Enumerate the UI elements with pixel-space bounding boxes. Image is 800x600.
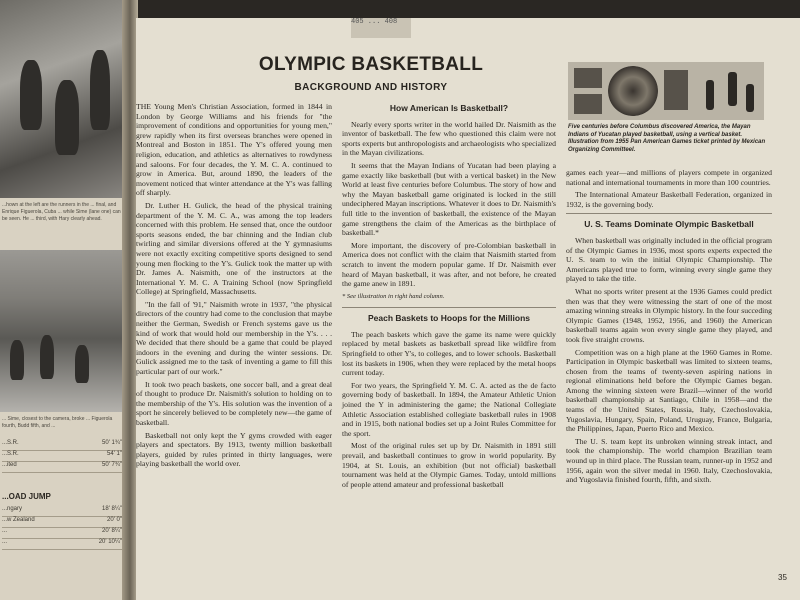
results-table [2,440,122,473]
footnote: * See illustration in right hand column. [342,292,445,300]
table-row: ...ited 50' 7¾" [2,462,122,473]
paragraph: Competition was on a high plane at the 1960 Games in Rome. Participation in Olympic basketball was limited to sixteen teams, chosen from the teams of twenty-seven aspiring nations in regional eliminations held before the Olympic Games began. Among the winning sixteen were Brazil—winner of the world basketball championship at Santiago, Chile in 1958—and the teams of the United States, Russia, Italy, Czechoslovakia, Yugoslavia, Hungary, Spain, Poland, Uruguay, France, Bulgaria, the Philippines, Japan, Puerto Rico and Mexico. [566,347,772,434]
paragraph: "In the fall of '91," Naismith wrote in 1937, "the physical directors of the country had come to the conclusion that maybe neither the German, Swedish or French systems gave us the kind of work that would hold our membership in the Y's. . . . We decided that there should be a game that could be played indoors in the evening and during the winter sessions. Dr. Gulick assigned me to the task of inventing a game to fill this particular part of our work." [136,299,332,377]
ball-player-figure [746,84,754,112]
right-page [136,18,800,600]
race-photo-bottom [0,250,128,412]
glyph-block [574,94,602,114]
section-heading: How American Is Basketball? [389,103,509,113]
table-row: ... 20' 10¼" [2,539,122,550]
paragraph: Dr. Luther H. Gulick, the head of the physical training department of the Y. M. C. A., was among the top leaders concerned with this problem. He sensed that, once the outdoor sports seasons ended, the bar chinning and the Indian club twirling and similar diversions offered at the Y gymnasiums were not exactly exciting competitive sports designed to send young men flocking to the Y's. Gulick took the matter up with Dr. James A. Naismith, one of the instructors at the International Y. M. C. A Training School (now Springfield College) at Springfield, Massachusetts. [136,200,332,297]
paragraph: When basketball was originally included in the official program of the Olympic Games in 1936, most sports experts expected the U. S. team to win the initial Olympic Championship. The Americans played true to form, winning every single game they played to take the title. [566,235,772,284]
ball-player-figure [706,80,714,110]
jump-table [2,506,122,550]
paragraph: More important, the discovery of pre-Colombian basketball in America does not conflict with the claim that Naismith started from scratch to invent the modern popular game. If Dr. Naismith ever heard of Mayan basketball, it was after, and not before, he created the game anew in 1891. [342,240,556,289]
jump-title: ...OAD JUMP [2,492,51,501]
runner-figure [10,340,24,380]
paragraph: The International Amateur Basketball Federation, organized in 1932, is the governing body. [566,190,772,209]
left-page [0,0,128,600]
illustration-caption: Five centuries before Columbus discovered America, the Mayan Indians of Yucatan played basketball, using a vertical basket. Illustration from 1955 Pan American Games ticket printed by Mexican Organizing Committeel. [568,124,766,153]
paragraph: THE Young Men's Christian Association, formed in 1844 in London by George Williams and his friends for "the improvement of conditions and opportunities for young men," grew rapidly when its first overseas branches were opened in Montreal and Boston in 1851. The Y's offered young men religion, education, and athletics as alternatives to rowdyness and saloons. For four decades, the Y. M. C. A. continued to grow in America. But, around 1890, the leaders of the movement noticed that winter attendance at the Y's was falling off sharply. [136,102,332,198]
divider [342,307,556,308]
left-caption-bottom: ... Sime, closest to the camera, broke ... Figuerola fourth, Budd fifth, and ... [2,416,113,429]
table-row: ...S.R. 50' 1¾" [2,440,122,451]
page-title: OLYMPIC BASKETBALL [258,54,484,75]
race-photo-top [0,0,128,198]
paragraph: It took two peach baskets, one soccer ball, and a great deal of thought to produce Dr. Naismith's solution to holding on to the membership of the Y's. His solution was the invention of a sport he sincerely believed to be completely new—the game of basketball. [136,379,332,427]
table-row: ...w Zealand 20' 0" [2,517,122,528]
left-caption-top: ...hown at the left are the runners in the ... final, and Enrique Figuerola, Cuba ... while Sime (lane one) can be seen. He ... third, with Hary clearly ahead. [2,202,121,222]
page-subtitle: BACKGROUND AND HISTORY [294,82,448,93]
mayan-illustration [568,62,764,120]
runner-figure [75,345,89,383]
runner-figure [55,80,79,155]
paragraph: For two years, the Springfield Y. M. C. A. acted as the de facto governing body of basketball. In 1894, the Amateur Athletic Union joined the Y in administering the game; the National Collegiate Athletic Association established collegiate basketball rules in 1908 and in 1915, both national bodies set up a Joint Rules Committee for the sport. [342,380,556,438]
glyph-block [574,68,602,88]
table-row: ...ngary 18' 8¼" [2,506,122,517]
paragraph: It seems that the Mayan Indians of Yucatan had been playing a game exactly like basketball (but with a vertical basket) in the New World at least five centuries before Columbus. The story of how and why the Mayan basketball game originated is locked in the still undeciphered Mayan inscriptions. Whatever it does to Dr. Naismith's full title to the invention of basketball, the existence of the Mayan game strengthens the claim of the Americas as the birthplace of basketball.* [342,160,556,238]
top-paper-strip: 405 ... 408 [351,18,411,38]
paragraph: What no sports writer present at the 1936 Games could predict then was that they were witnessing the start of one of the most amazing winning streaks in Olympic history. In the four succeding Olympic Games (1948, 1952, 1956, and 1960) the American basketball teams again won every single game they played, and took five straight crowns. [566,286,772,344]
glyph-block [664,70,688,110]
paragraph: The peach baskets which gave the game its name were quickly replaced by metal baskets as basketball spread like wildfire from Springfield to other Y's, to colleges, and to lower schools. Basketball lost its baskets in 1906, when they were replaced by the metal hoops current today. [342,329,556,378]
page-number: 35 [778,573,787,582]
paragraph: Most of the original rules set up by Dr. Naismith in 1891 still prevail, and basketball continues to grow in world popularity. By 1904, at St. Louis, an exhibition (but not official) basketball tournament was held at the Olympic Games. Today, untold millions of people attend amateur and professional basketball [342,441,556,489]
column-1 [136,102,332,472]
column-3 [566,168,772,488]
paragraph: games each year—and millions of players compete in organized national and international tournaments in more than 100 countries. [566,168,772,187]
runner-figure [40,335,54,379]
paragraph: Basketball not only kept the Y gyms crowded with eager players and spectators. By 1913, twenty million basketball players, guided by rules printed in thirty languages, were playing basketball the world over. [136,430,332,469]
runner-figure [20,60,42,130]
table-row: ...S.R. 54' 1" [2,451,122,462]
table-row: ... 20' 8¼" [2,528,122,539]
ball-player-figure [728,72,737,106]
runner-figure [90,50,110,130]
paragraph: The U. S. team kept its unbroken winning streak intact, and took the championship. The world champion Brazilian team wound up in third place. The Russian team, runner-up in 1952 and 1956, again won the silver medal in 1960. Italy, Czechoslovakia, and Yugoslavia finished fourth, fifth, and sixth. [566,436,772,485]
section-heading: U. S. Teams Dominate Olympic Basketball [584,219,754,230]
divider [566,213,772,214]
paragraph: Nearly every sports writer in the world hailed Dr. Naismith as the inventor of basketball. The few who questioned this claim were not sports experts but anthropologists and archaeologists who specialized in the Mayan civilizations. [342,119,556,158]
section-heading: Peach Baskets to Hoops for the Millions [367,313,530,324]
column-2 [342,102,556,492]
mayan-ring-icon [608,66,658,116]
